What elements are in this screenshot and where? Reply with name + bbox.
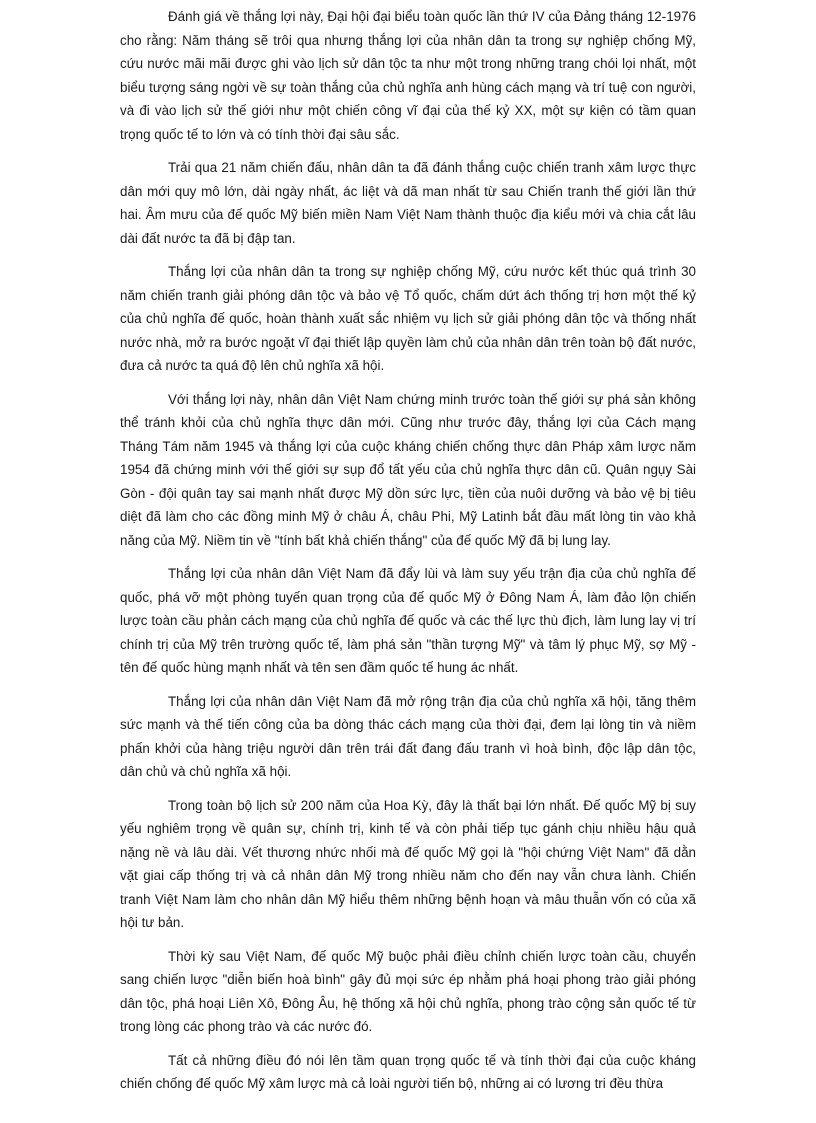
- paragraph-4: Với thắng lợi này, nhân dân Việt Nam chứng minh trước toàn thế giới sự phá sản không thể tránh khỏi của chủ nghĩa thực dân mới. Cũng như trước đây, thắng lợi của Cách mạng Tháng Tám năm 1945 và thắng lợi của cuộc kháng chiến chống thực dân Pháp xâm lược năm 1954 đã chứng minh với thế giới sự sụp đổ tất yếu của chủ nghĩa thực dân cũ. Quân ngụy Sài Gòn - đội quân tay sai mạnh nhất được Mỹ dồn sức lực, tiền của nuôi dưỡng và bảo vệ bị tiêu diệt đã làm cho các đồng minh Mỹ ở châu Á, châu Phi, Mỹ Latinh bắt đầu mất lòng tin vào khả năng của Mỹ. Niềm tin về "tính bất khả chiến thắng" của đế quốc Mỹ đã bị lung lay.: [120, 391, 696, 548]
- paragraph-3: Thắng lợi của nhân dân ta trong sự nghiệp chống Mỹ, cứu nước kết thúc quá trình 30 năm chiến tranh giải phóng dân tộc và bảo vệ Tổ quốc, chấm dứt ách thống trị hơn một thế kỷ của chủ nghĩa đế quốc, hoàn thành xuất sắc nhiệm vụ lịch sử giải phóng dân tộc và thống nhất nước nhà, mở ra bước ngoặt vĩ đại thiết lập quyền làm chủ của nhân dân trên toàn bộ đất nước, đưa cả nước ta quá độ lên chủ nghĩa xã hội.: [120, 264, 696, 373]
- paragraph-5: Thắng lợi của nhân dân Việt Nam đã đẩy lùi và làm suy yếu trận địa của chủ nghĩa đế quốc, phá vỡ một phòng tuyến quan trọng của đế quốc Mỹ ở Đông Nam Á, làm đảo lộn chiến lược toàn cầu phản cách mạng của chủ nghĩa đế quốc và các thế lực thù địch, làm lung lay vị trí chính trị của Mỹ trên trường quốc tế, làm phá sản "thần tượng Mỹ" và tâm lý phục Mỹ, sợ Mỹ - tên đế quốc hùng mạnh nhất và tên sen đầm quốc tế hung ác nhất.: [120, 566, 696, 675]
- paragraph-6: Thắng lợi của nhân dân Việt Nam đã mở rộng trận địa của chủ nghĩa xã hội, tăng thêm sức mạnh và thế tiến công của ba dòng thác cách mạng của thời đại, đem lại lòng tin và niềm phấn khởi của hàng triệu người dân trên trái đất đang đấu tranh vì hoà bình, độc lập dân tộc, dân chủ và chủ nghĩa xã hội.: [120, 693, 696, 779]
- paragraph-2: Trải qua 21 năm chiến đấu, nhân dân ta đã đánh thắng cuộc chiến tranh xâm lược thực dân mới quy mô lớn, dài ngày nhất, ác liệt và dã man nhất từ sau Chiến tranh thế giới lần thứ hai. Âm mưu của đế quốc Mỹ biến miền Nam Việt Nam thành thuộc địa kiểu mới và chia cắt lâu dài đất nước ta đã bị đập tan.: [120, 160, 696, 246]
- paragraph-9: Tất cả những điều đó nói lên tầm quan trọng quốc tế và tính thời đại của cuộc kháng chiến chống đế quốc Mỹ xâm lược mà cả loài người tiến bộ, những ai có lương tri đều thừa: [120, 1052, 696, 1091]
- paragraph-8: Thời kỳ sau Việt Nam, đế quốc Mỹ buộc phải điều chỉnh chiến lược toàn cầu, chuyển sang chiến lược "diễn biến hoà bình" gây đủ mọi sức ép nhằm phá hoại phong trào giải phóng dân tộc, phá hoại Liên Xô, Đông Âu, hệ thống xã hội chủ nghĩa, phong trào cộng sản quốc tế từ trong lòng các phong trào và các nước đó.: [120, 948, 696, 1034]
- paragraph-1: Đánh giá về thắng lợi này, Đại hội đại biểu toàn quốc lần thứ IV của Đảng tháng 12-1976 cho rằng: Năm tháng sẽ trôi qua nhưng thắng lợi của nhân dân ta trong sự nghiệp chống Mỹ, cứu nước mãi mãi được ghi vào lịch sử dân tộc ta như một trong những trang chói lọi nhất, một biểu tượng sáng ngời về sự toàn thắng của chủ nghĩa anh hùng cách mạng và trí tuệ con người, và đi vào lịch sử thế giới như một chiến công vĩ đại của thế kỷ XX, một sự kiện có tầm quan trọng quốc tế to lớn và có tính thời đại sâu sắc.: [120, 9, 696, 142]
- paragraph-7: Trong toàn bộ lịch sử 200 năm của Hoa Kỳ, đây là thất bại lớn nhất. Đế quốc Mỹ bị suy yếu nghiêm trọng về quân sự, chính trị, kinh tế và còn phải tiếp tục gánh chịu nhiều hậu quả nặng nề và lâu dài. Vết thương nhức nhối mà đế quốc Mỹ gọi là "hội chứng Việt Nam" đã dằn vặt giai cấp thống trị và cả nhân dân Mỹ trong nhiều năm cho đến nay vẫn chưa lành. Chiến tranh Việt Nam làm cho nhân dân Mỹ hiểu thêm những bệnh hoạn và mâu thuẫn vốn có của xã hội tư bản.: [120, 797, 696, 930]
- document-body: [120, 5, 696, 1106]
